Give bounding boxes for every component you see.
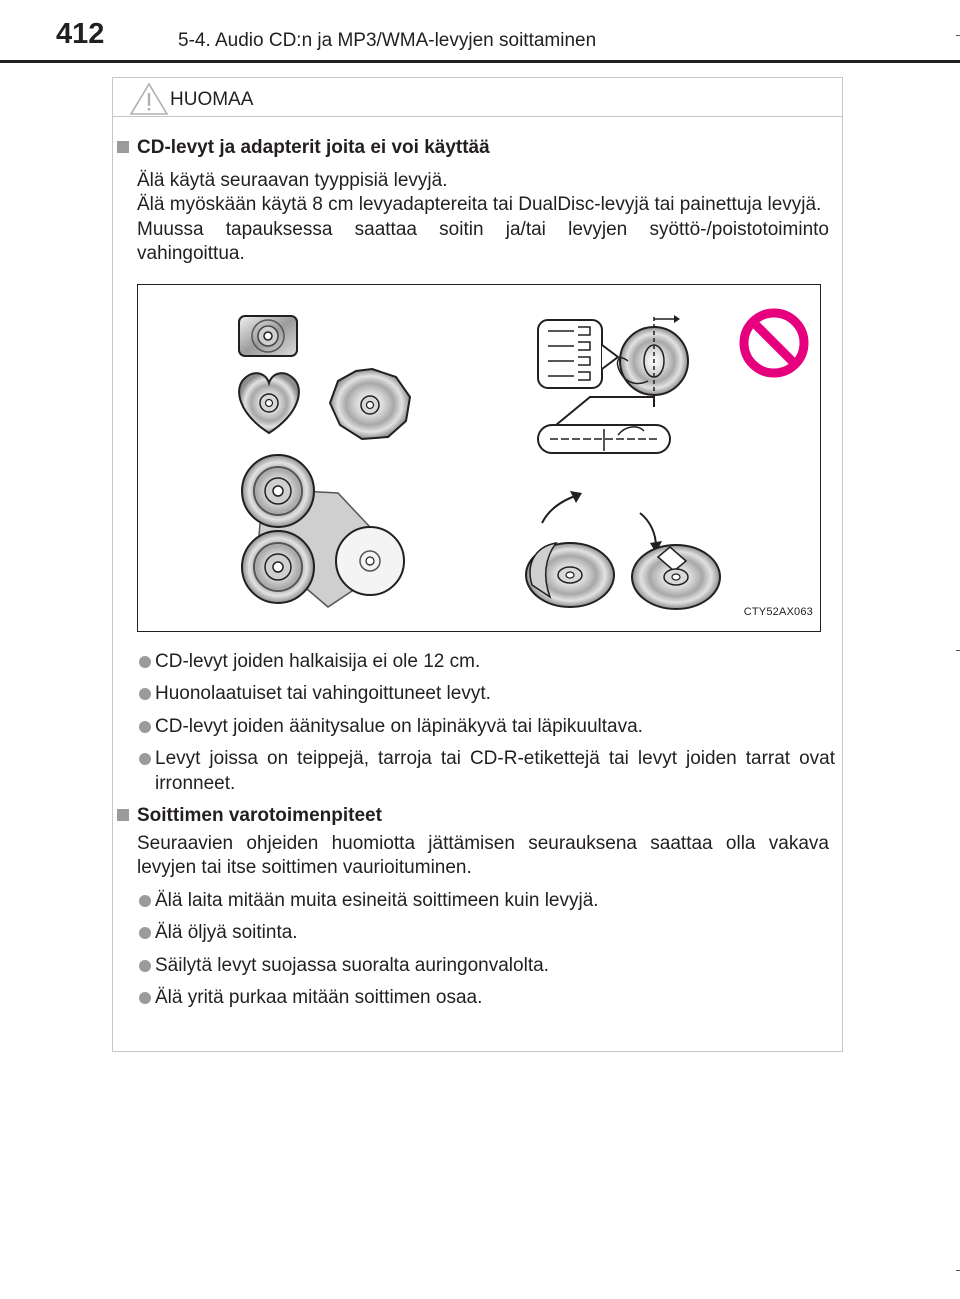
paragraph: Seuraavien ohjeiden huomiotta jättämisen seurauksena saattaa olla vakava levyjen tai itse soittimen vaurioituminen.: [137, 832, 829, 878]
list-item-text: CD-levyt joiden halkaisija ei ole 12 cm.: [155, 650, 481, 672]
unusable-disc-list: [113, 650, 842, 797]
list-item-text: CD-levyt joiden äänitysalue on läpinäkyvä tai läpikuultava.: [155, 715, 643, 737]
figure-code: CTY52AX063: [743, 606, 813, 618]
square-bullet-icon: [117, 809, 129, 821]
list-item-text: Älä yritä purkaa mitään soittimen osaa.: [155, 987, 483, 1008]
notice-content: [113, 136, 842, 1019]
list-item: [113, 682, 835, 707]
chapter-title: 5-4. Audio CD:n ja MP3/WMA-levyjen soittaminen: [178, 30, 597, 51]
page-number: 412: [56, 18, 105, 50]
round-bullet-icon: [139, 721, 151, 733]
round-bullet-icon: [139, 895, 151, 907]
paragraph: Älä käytä seuraavan tyyppisiä levyjä.: [137, 169, 448, 191]
taped-disc-icon: [632, 513, 720, 609]
crop-mark: [956, 650, 960, 651]
notice-header: [113, 78, 842, 117]
list-item: [113, 954, 835, 979]
round-bullet-icon: [139, 656, 151, 668]
round-bullet-icon: [139, 927, 151, 939]
heart-disc-icon: [239, 373, 299, 433]
paragraph: Muussa tapauksessa saattaa soitin ja/tai levyjen syöttö-/poistotoiminto vahingoittua.: [137, 218, 829, 264]
section-heading: [113, 136, 842, 161]
player-precautions-list: [113, 889, 842, 1011]
section-heading: [113, 804, 842, 829]
prohibition-icon: [744, 313, 804, 373]
round-bullet-icon: [139, 992, 151, 1004]
square-disc-icon: [239, 316, 297, 356]
list-item-text: Levyt joissa on teippejä, tarroja tai CD-R-etikettejä tai levyt joiden tarrat ovat irronneet.: [155, 748, 835, 794]
list-item: [113, 889, 835, 914]
section-title: Soittimen varotoimenpiteet: [137, 805, 382, 826]
round-bullet-icon: [139, 688, 151, 700]
list-item: [113, 986, 835, 1011]
paragraph: Älä myöskään käytä 8 cm levyadaptereita tai DualDisc-levyjä tai painettuja levyjä.: [137, 194, 822, 215]
crop-mark: [956, 1270, 960, 1271]
notice-label: HUOMAA: [170, 89, 254, 110]
round-bullet-icon: [139, 753, 151, 765]
list-item: [113, 650, 835, 675]
list-item: [113, 747, 835, 796]
8cm-disc-adapter-icon: [242, 455, 404, 607]
list-item-text: Huonolaatuiset tai vahingoittuneet levyt.: [155, 683, 491, 704]
list-item-text: Säilytä levyt suojassa suoralta auringonvalolta.: [155, 954, 549, 976]
transparent-disc-icon: [538, 315, 688, 453]
list-item: [113, 715, 835, 740]
header-rule: [0, 60, 960, 63]
crop-mark: [956, 35, 960, 36]
section-title: CD-levyt ja adapterit joita ei voi käyttää: [137, 137, 490, 158]
square-bullet-icon: [117, 141, 129, 153]
peeling-label-disc-icon: [526, 491, 614, 607]
disc-illustration-svg: [138, 285, 820, 631]
list-item-text: Älä laita mitään muita esineitä soittimeen kuin levyjä.: [155, 889, 599, 911]
warning-triangle-icon: [129, 82, 169, 116]
list-item: [113, 921, 835, 946]
round-bullet-icon: [139, 960, 151, 972]
list-item-text: Älä öljyä soitinta.: [155, 922, 298, 943]
notice-box: [112, 77, 843, 1052]
polygon-disc-icon: [330, 369, 410, 439]
unusable-discs-illustration: [137, 284, 821, 632]
